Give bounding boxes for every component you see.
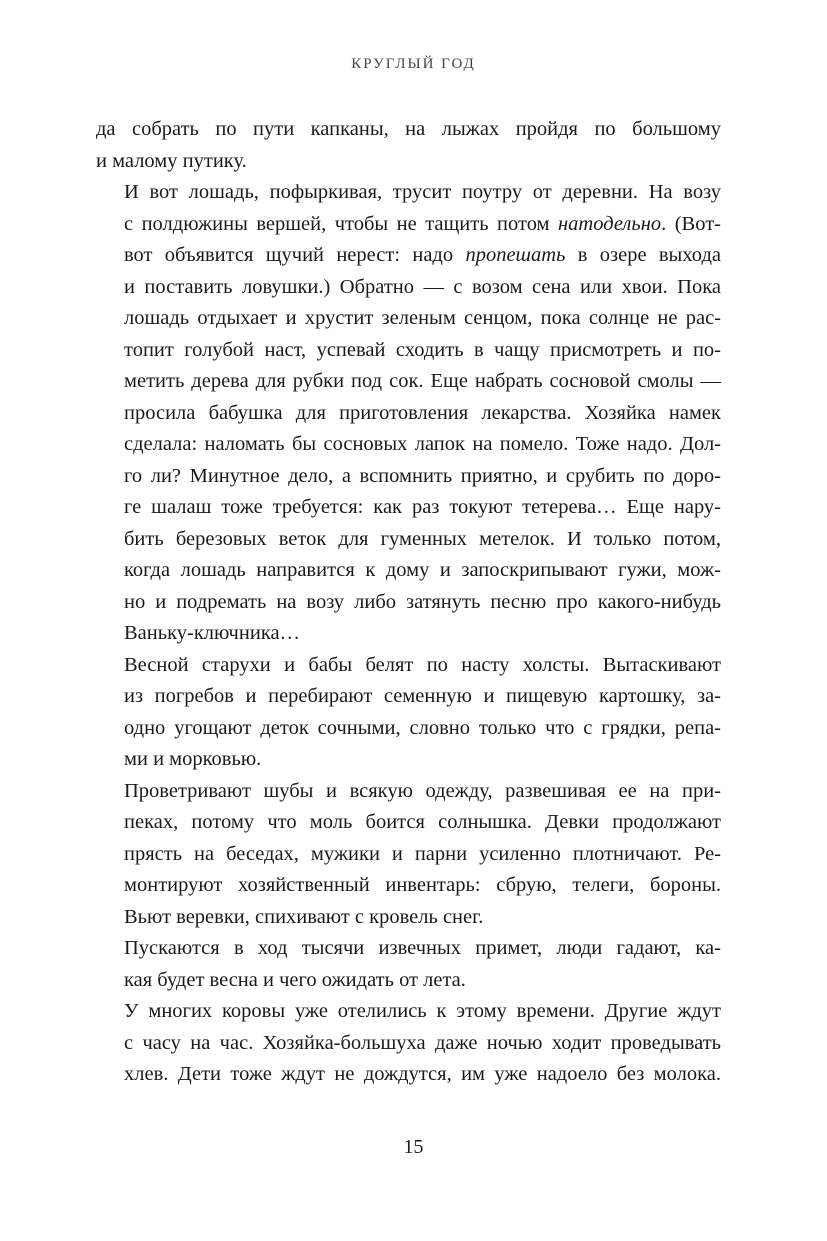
text-line: прясть на беседах, мужики и парни усиленно плотничают. Ре-	[124, 842, 721, 865]
paragraph	[96, 114, 721, 177]
text-line: вот объявится щучий нерест: надо пропешать в озере выхода	[124, 244, 721, 266]
text-line: Пускаются в ход тысячи извечных примет, люди гадают, ка-	[124, 937, 721, 959]
text-line: из погребов и перебирают семенную и пищевую картошку, за-	[124, 685, 721, 707]
paragraph	[96, 996, 721, 1091]
text-line: метить дерева для рубки под сок. Еще набрать сосновой смолы —	[124, 370, 721, 392]
text-line: Ваньку-ключника…	[124, 622, 301, 644]
text-line: сделала: наломать бы сосновых лапок на помело. Тоже надо. Дол-	[124, 433, 721, 455]
paragraph	[96, 177, 721, 650]
text-line: И вот лошадь, пофыркивая, трусит поутру от деревни. На возу	[124, 181, 721, 203]
text-line: да собрать по пути капканы, на лыжах пройдя по большому	[96, 118, 721, 140]
text-line: когда лошадь направится к дому и запоскрипывают гужи, мож-	[124, 559, 721, 581]
text-line: с полдюжины вершей, чтобы не тащить потом натодельно. (Вот-	[124, 212, 721, 235]
italic-term: натодельно	[558, 212, 662, 235]
text-line: с часу на час. Хозяйка-большуха даже ночью ходит проведывать	[124, 1031, 721, 1054]
text-line: Весной старухи и бабы белят по насту холсты. Вытаскивают	[124, 653, 721, 676]
text-line: и малому путику.	[96, 149, 247, 172]
body-text	[96, 114, 721, 1091]
paragraph	[96, 933, 721, 996]
running-title: КРУГЛЫЙ ГОД	[351, 56, 476, 72]
text-line: хлев. Дети тоже ждут не дождутся, им уже надоело без молока.	[124, 1063, 721, 1085]
text-line: Вьют веревки, спихивают с кровель снег.	[124, 905, 484, 928]
text-line: монтируют хозяйственный инвентарь: сбрую, телеги, бороны.	[124, 874, 721, 896]
text-line: го ли? Минутное дело, а вспомнить приятно, и срубить по доро-	[124, 464, 721, 487]
text-line: но и подремать на возу либо затянуть песню про какого-нибудь	[124, 590, 721, 613]
text-line: ми и морковью.	[124, 748, 262, 770]
paragraph	[96, 650, 721, 776]
text-line: просила бабушка для приготовления лекарства. Хозяйка намек	[124, 401, 721, 424]
text-line: ге шалаш тоже требуется: как раз токуют тетерева… Еще нару-	[124, 496, 721, 518]
text-line: одно угощают деток сочными, словно только что с грядки, репа-	[124, 716, 721, 739]
text-line: У многих коровы уже отелились к этому времени. Другие ждут	[124, 1000, 721, 1022]
text-line: кая будет весна и чего ожидать от лета.	[124, 968, 466, 991]
text-line: лошадь отдыхает и хрустит зеленым сенцом, пока солнце не рас-	[124, 307, 721, 329]
text-line: бить березовых веток для гуменных метелок. И только потом,	[124, 527, 721, 550]
text-line: и поставить ловушки.) Обратно — с возом сена или хвои. Пока	[124, 275, 721, 298]
italic-term: пропешать	[465, 244, 566, 266]
text-line: пеках, потому что моль боится солнышка. Девки продолжают	[124, 811, 721, 833]
page-number: 15	[403, 1136, 424, 1158]
text-line: Проветривают шубы и всякую одежду, развешивая ее на при-	[124, 779, 721, 802]
text-line: топит голубой наст, успевай сходить в чащу присмотреть и по-	[124, 338, 721, 361]
paragraph	[96, 776, 721, 934]
